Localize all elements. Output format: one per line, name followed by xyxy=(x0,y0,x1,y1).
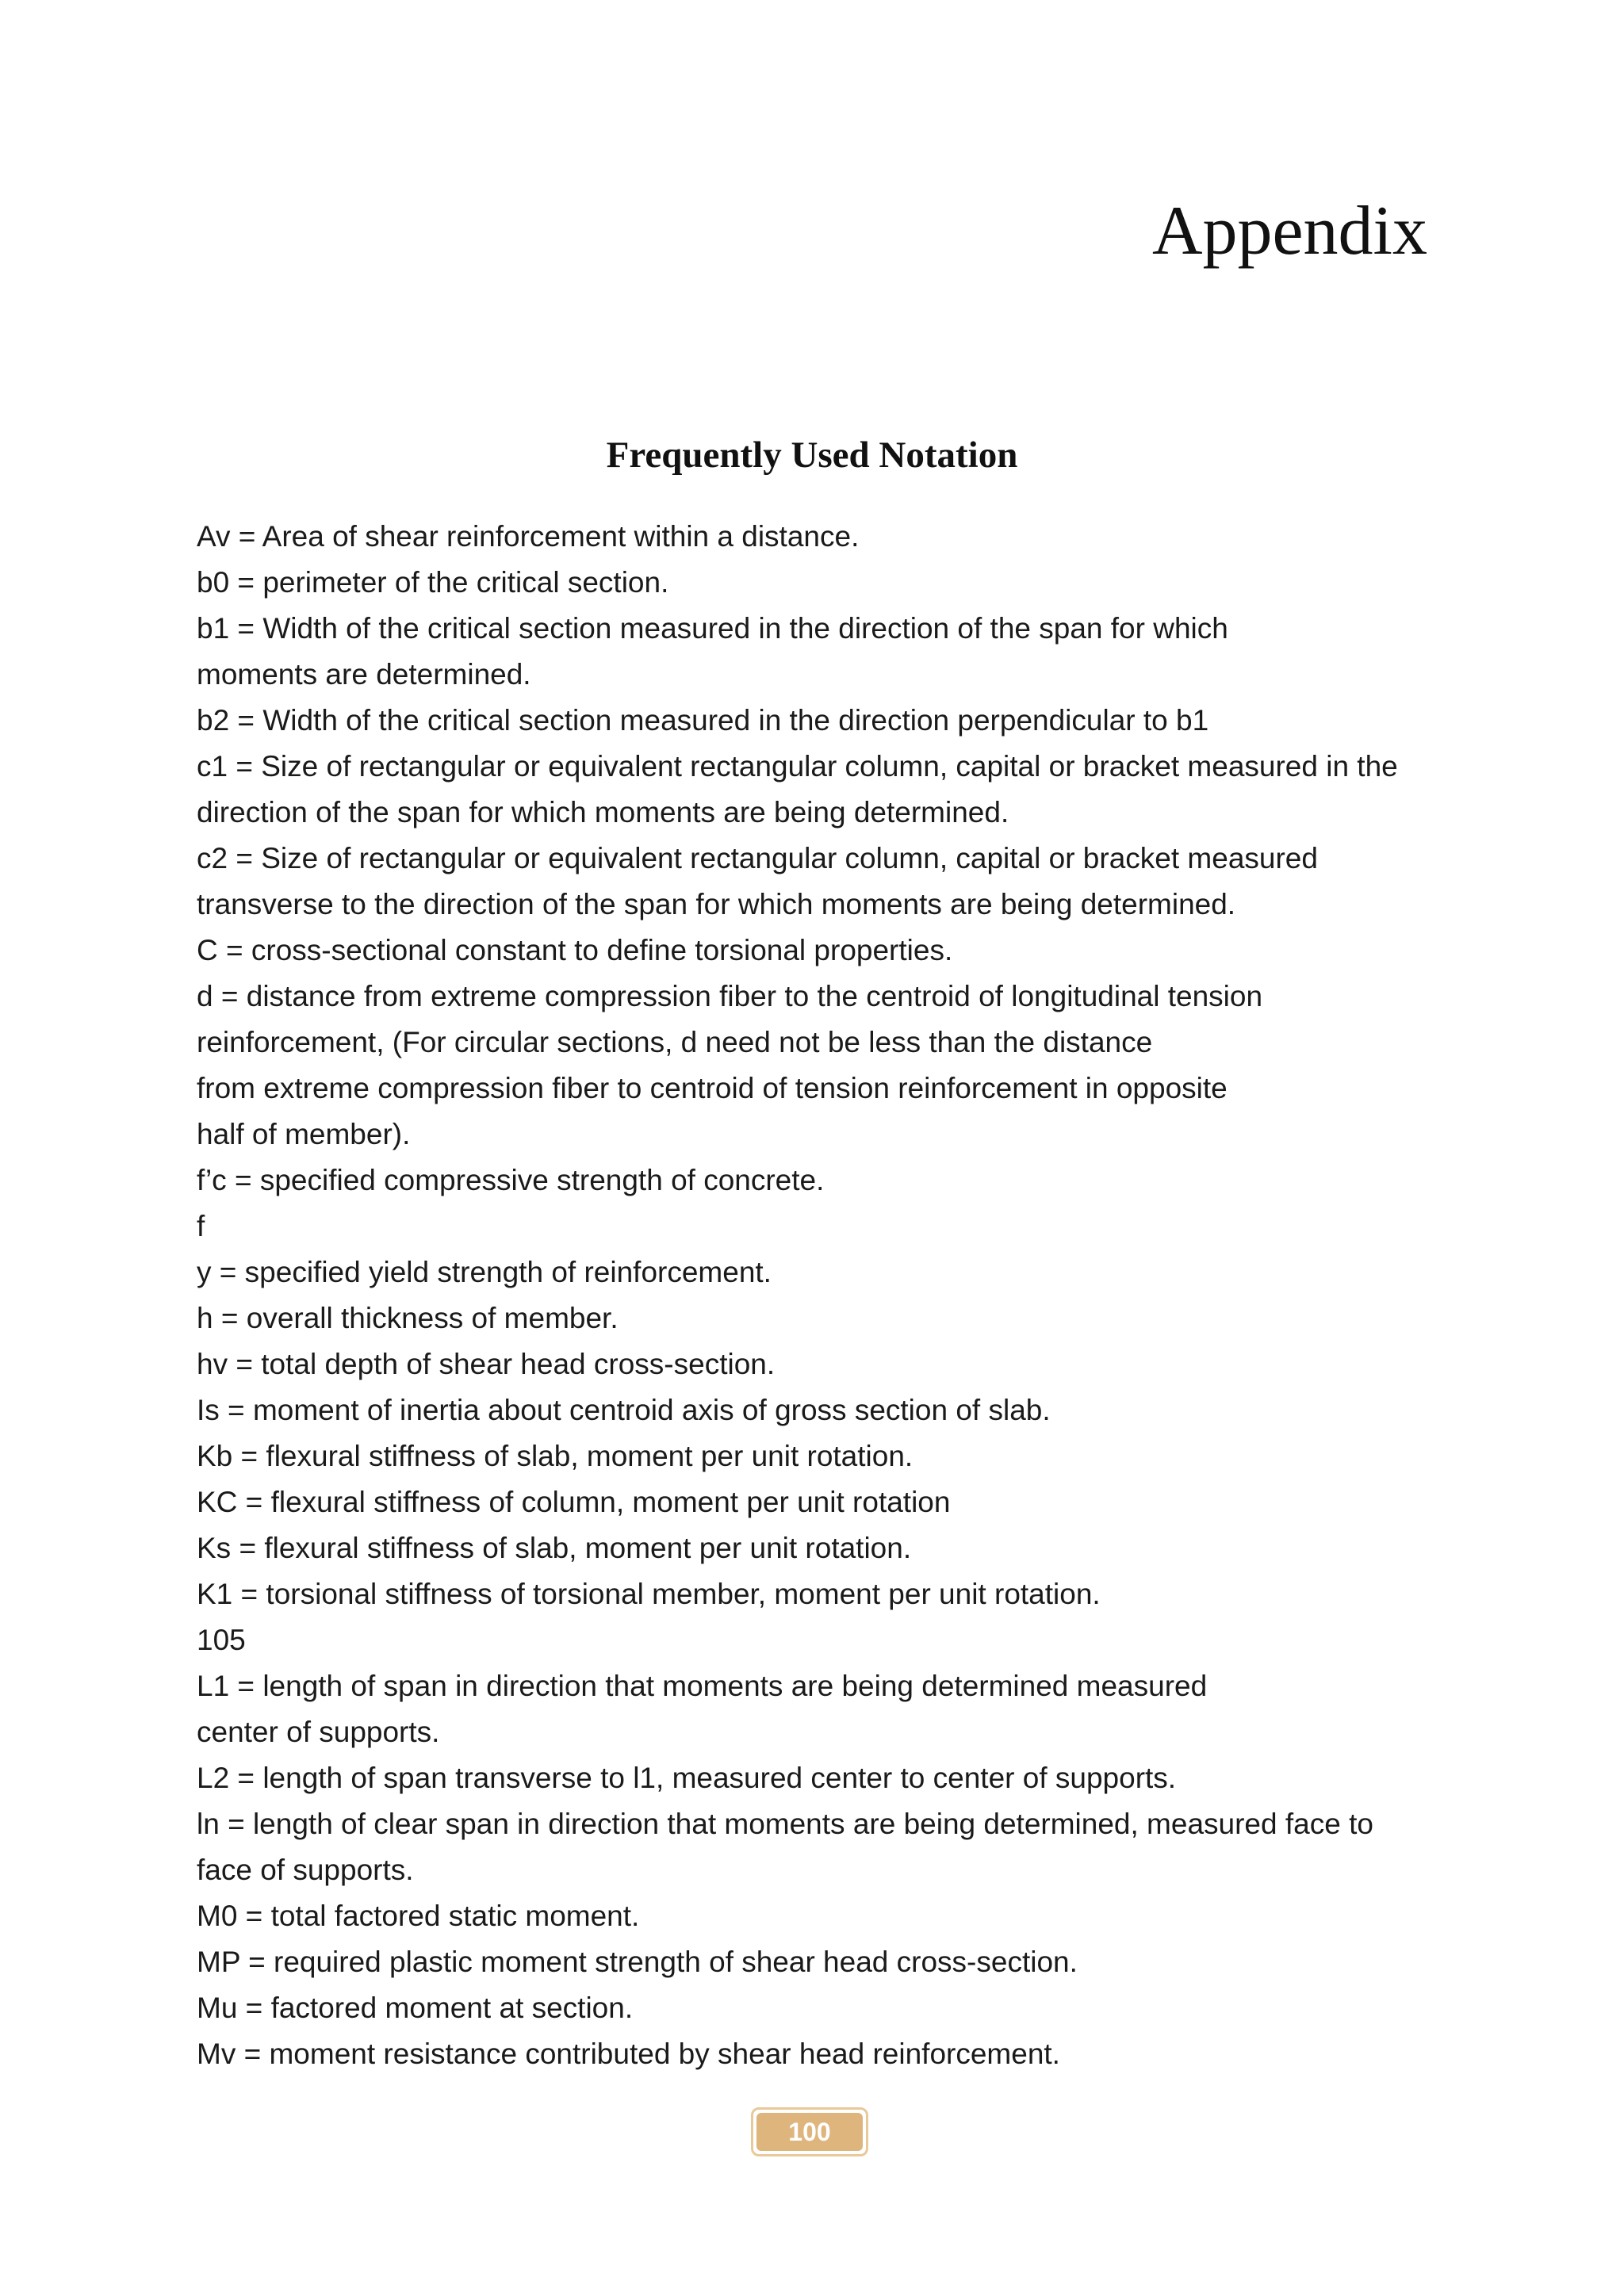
chapter-title: Appendix xyxy=(1151,193,1427,270)
notation-line: Ks = flexural stiffness of slab, moment per unit rotation. xyxy=(197,1532,912,1564)
notation-line: b1 = Width of the critical section measured in the direction of the span for which xyxy=(197,612,1228,645)
notation-line: M0 = total factored static moment. xyxy=(197,1900,640,1932)
notation-line: half of member). xyxy=(197,1118,411,1150)
notation-line: Kb = flexural stiffness of slab, moment per unit rotation. xyxy=(197,1440,914,1472)
notation-line: L2 = length of span transverse to l1, measured center to center of supports. xyxy=(197,1762,1177,1794)
notation-line: Av = Area of shear reinforcement within a distance. xyxy=(197,520,860,553)
notation-line: f xyxy=(197,1210,205,1242)
notation-line: c2 = Size of rectangular or equivalent rectangular column, capital or bracket measured xyxy=(197,842,1318,874)
notation-line: Is = moment of inertia about centroid axis of gross section of slab. xyxy=(197,1394,1051,1426)
notation-line: moments are determined. xyxy=(197,658,531,691)
notation-line: face of supports. xyxy=(197,1854,414,1886)
notation-line: direction of the span for which moments are being determined. xyxy=(197,796,1009,828)
notation-line: transverse to the direction of the span for which moments are being determined. xyxy=(197,888,1236,920)
notation-list xyxy=(197,514,1434,2077)
notation-line: f’c = specified compressive strength of concrete. xyxy=(197,1164,825,1196)
notation-line: hv = total depth of shear head cross-section. xyxy=(197,1348,776,1380)
notation-line: center of supports. xyxy=(197,1716,440,1748)
section-title: Frequently Used Notation xyxy=(606,434,1018,476)
notation-line: c1 = Size of rectangular or equivalent rectangular column, capital or bracket measured in the xyxy=(197,750,1398,783)
page-number-badge xyxy=(751,2107,868,2156)
notation-line: KC = flexural stiffness of column, moment per unit rotation xyxy=(197,1486,951,1518)
notation-line: 105 xyxy=(197,1624,246,1656)
notation-line: Mu = factored moment at section. xyxy=(197,1992,634,2024)
notation-line: h = overall thickness of member. xyxy=(197,1302,619,1334)
notation-line: b0 = perimeter of the critical section. xyxy=(197,566,669,599)
notation-line: ln = length of clear span in direction that moments are being determined, measured face to xyxy=(197,1808,1373,1840)
notation-line: d = distance from extreme compression fiber to the centroid of longitudinal tension xyxy=(197,980,1263,1012)
notation-line: L1 = length of span in direction that moments are being determined measured xyxy=(197,1670,1208,1702)
notation-line: reinforcement, (For circular sections, d need not be less than the distance xyxy=(197,1026,1153,1058)
page-number: 100 xyxy=(756,2113,863,2151)
notation-line: b2 = Width of the critical section measured in the direction perpendicular to b1 xyxy=(197,704,1209,737)
notation-line: K1 = torsional stiffness of torsional member, moment per unit rotation. xyxy=(197,1578,1101,1610)
notation-line: MP = required plastic moment strength of shear head cross-section. xyxy=(197,1946,1078,1978)
notation-line: C = cross-sectional constant to define torsional properties. xyxy=(197,934,953,966)
notation-line: Mv = moment resistance contributed by shear head reinforcement. xyxy=(197,2038,1060,2070)
notation-line: from extreme compression fiber to centroid of tension reinforcement in opposite xyxy=(197,1072,1228,1104)
notation-line: y = specified yield strength of reinforcement. xyxy=(197,1256,772,1288)
